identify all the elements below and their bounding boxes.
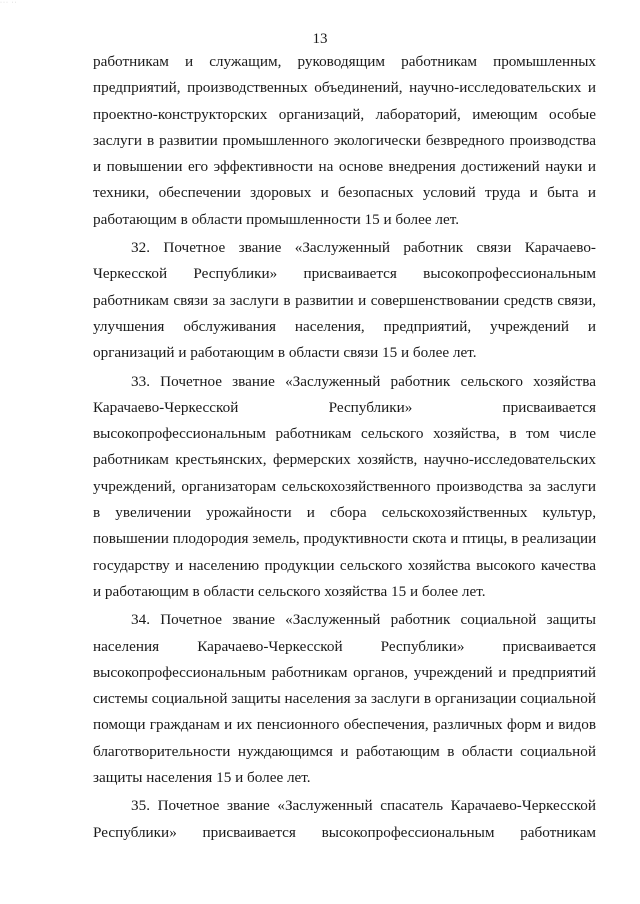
text-line: заслуги в развитии промышленного экологически безвредного производства <box>93 131 596 149</box>
text-line: помощи гражданам и их пенсионного обеспечения, различных форм и видов <box>93 716 596 734</box>
text-line: улучшения обслуживания населения, предприятий, учреждений и <box>93 317 596 335</box>
text-line: защиты населения 15 и более лет. <box>93 769 311 787</box>
text-line: государству и населению продукции сельского хозяйства высокого качества <box>93 556 596 574</box>
text-line: работникам связи за заслуги в развитии и совершенствовании средств связи, <box>93 291 596 309</box>
text-line: 35. Почетное звание «Заслуженный спасатель Карачаево-Черкесской <box>131 797 596 815</box>
text-line: 33. Почетное звание «Заслуженный работник сельского хозяйства <box>131 372 596 390</box>
text-line: благотворительности нуждающимся и работающим в области социальной <box>93 742 596 760</box>
text-line: Республики» присваивается высокопрофессиональным работникам <box>93 823 596 841</box>
text-line: работающим в области промышленности 15 и более лет. <box>93 210 460 228</box>
text-line: в увеличении урожайности и сбора сельскохозяйственных культур, <box>93 504 596 522</box>
text-line: Карачаево-Черкесской Республики» присваивается <box>93 398 596 416</box>
text-line: Черкесской Республики» присваивается высокопрофессиональным <box>93 265 596 283</box>
paragraph <box>93 49 596 233</box>
text-line: предприятий, производственных объединений, научно-исследовательских и <box>93 79 596 97</box>
text-line: населения Карачаево-Черкесской Республики» присваивается <box>93 637 596 655</box>
text-line: организаций и работающим в области связи 15 и более лет. <box>93 344 477 362</box>
paragraph <box>93 369 596 606</box>
text-line: проектно-конструкторских организаций, лабораторий, имеющим особые <box>93 105 596 123</box>
paragraph <box>93 235 596 366</box>
text-line: высокопрофессиональным работникам органов, учреждений и предприятий <box>93 663 596 681</box>
text-line: учреждений, организаторам сельскохозяйственного производства за заслуги <box>93 477 596 495</box>
text-line: высокопрофессиональным работникам сельского хозяйства, в том числе <box>93 425 596 443</box>
text-line: 34. Почетное звание «Заслуженный работник социальной защиты <box>131 611 596 629</box>
text-line: системы социальной защиты населения за заслуги в организации социальной <box>93 690 596 708</box>
text-line: 32. Почетное звание «Заслуженный работник связи Карачаево- <box>131 239 596 257</box>
page-number: 13 <box>312 31 328 47</box>
paragraph <box>93 607 596 791</box>
text-line: работникам и служащим, руководящим работникам промышленных <box>93 53 596 70</box>
text-line: работникам крестьянских, фермерских хозяйств, научно-исследовательских <box>93 451 596 469</box>
document-body <box>93 49 596 846</box>
paragraph <box>93 793 596 846</box>
text-line: повышении плодородия земель, продуктивности скота и птицы, в реализации <box>93 530 597 548</box>
text-line: и повышении его эффективности на основе внедрения достижений науки и <box>93 158 596 176</box>
scan-corner-mark: ··· ·· <box>0 0 18 6</box>
text-line: техники, обеспечении здоровых и безопасных условий труда и быта и <box>93 184 596 202</box>
text-line: и работающим в области сельского хозяйства 15 и более лет. <box>93 582 486 600</box>
